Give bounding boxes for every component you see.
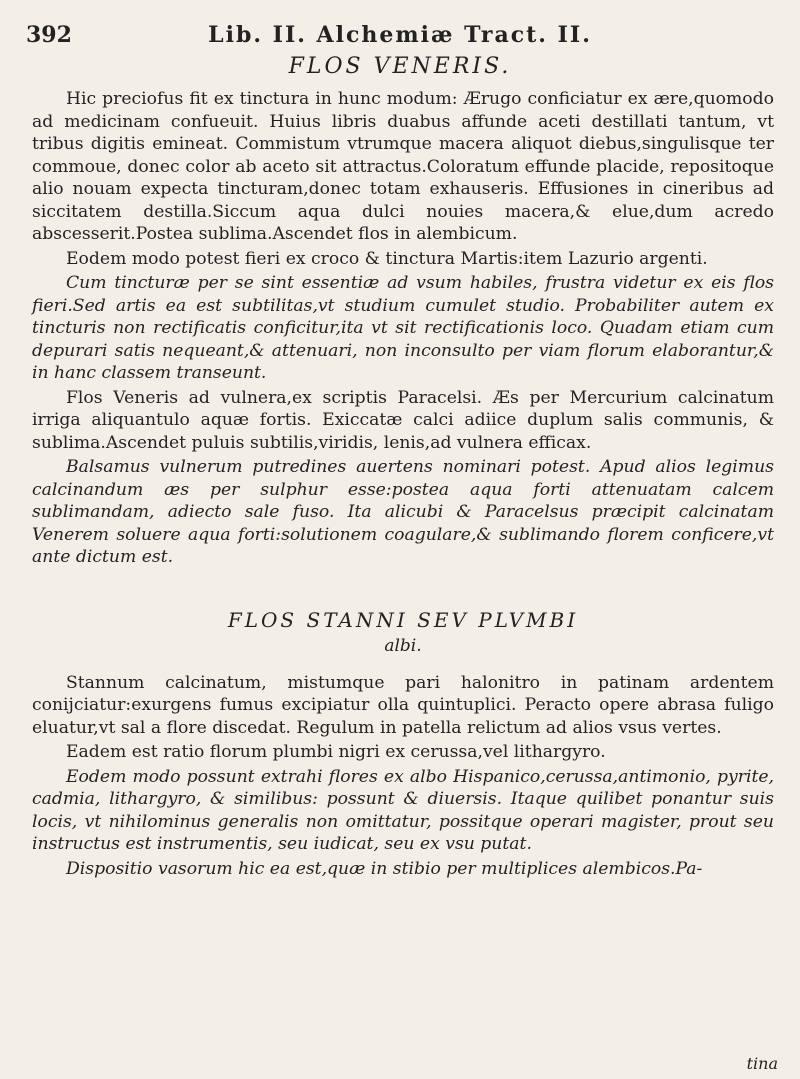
paragraph: Eadem est ratio florum plumbi nigri ex cerussa,vel lithargyro.: [66, 742, 606, 762]
paragraph: Stannum calcinatum, mistumque pari halonitro in patinam ardentem conijciatur:exurgens fumus excipiatur olla quintuplici. Peracto opere abrasa fuligo eluatur,vt sal a flore discedat. Regulum in patella relictum ad alios vsus vertes.: [32, 672, 774, 738]
paragraph: Balsamus vulnerum putredines auertens nominari potest. Apud alios legimus calcinandum æs per sulphur esse:postea aqua forti attenuatam calcem sublimandam, adiecto sale fuso. Ita alicubi & Paracelsus præcipit calcinatam Venerem soluere aqua forti:solutionem coagulare,& sublimando florem conficere,vt ante dictum est.: [32, 457, 774, 567]
paragraph: Hic preciofus fit ex tinctura in hunc modum: Ærugo conficiatur ex ære,quomodo ad medicinam confueuit. Huius libris duabus affunde aceti destillati tantum, vt tribus digitis emineat. Commistum vtrumque macera aliquot diebus,singulisque ter commoue, donec color ab aceto sit attractus.Coloratum effunde placide, repositoque alio nouam expecta tincturam,donec totam exhauseris. Effusiones in cineribus ad siccitatem destilla.Siccum aqua dulci nouies macera,& elue,dum acredo abscesserit.Postea sublima.Ascendet flos in alembicum.: [32, 89, 774, 244]
paragraph: Eodem modo potest fieri ex croco & tinctura Martis:item Lazurio argenti.: [66, 248, 708, 269]
section-title: FLOS VENERIS.: [288, 54, 512, 79]
page-header: [0, 22, 800, 52]
running-title: Lib. II. Alchemiæ Tract. II.: [208, 22, 592, 48]
page-body: [32, 88, 774, 882]
paragraph: Eodem modo possunt extrahi flores ex albo Hispanico,cerussa,antimonio, pyrite, cadmia, lithargyro, & similibus: possunt & diuersis. Itaque quilibet ponantur suis locis, vt nihilominus generalis non omittatur, possitque operari magister, prout seu instructus est instrumentis, seu iudicat, seu ex vsu putat.: [32, 766, 774, 854]
paragraph: Cum tincturæ per se sint essentiæ ad vsum habiles, frustra videtur ex eis flos fieri.Sed artis ea est subtilitas,vt studium cumulet studio. Probabiliter autem ex tincturis non rectificatis conficitur,ita vt sit rectificationis loco. Quadam etiam cum depurari satis nequeant,& attenuari, non inconsulto per viam florum elaborantur,& in hanc classem transeunt.: [32, 273, 774, 383]
catchword: tina: [746, 1054, 778, 1073]
page-number: 392: [26, 22, 72, 48]
subsection-title: FLOS STANNI SEV PLVMBI: [227, 607, 579, 632]
paragraph: Dispositio vasorum hic ea est,quæ in stibio per multiplices alembicos.Pa-: [66, 858, 703, 879]
subsection-subtitle: albi.: [384, 636, 422, 656]
paragraph: Flos Veneris ad vulnera,ex scriptis Paracelsi. Æs per Mercurium calcinatum irriga aliquantulo aquæ fortis. Exiccatæ calci adiice duplum salis communis, & sublima.Ascendet puluis subtilis,viridis, lenis,ad vulnera efficax.: [32, 387, 774, 453]
